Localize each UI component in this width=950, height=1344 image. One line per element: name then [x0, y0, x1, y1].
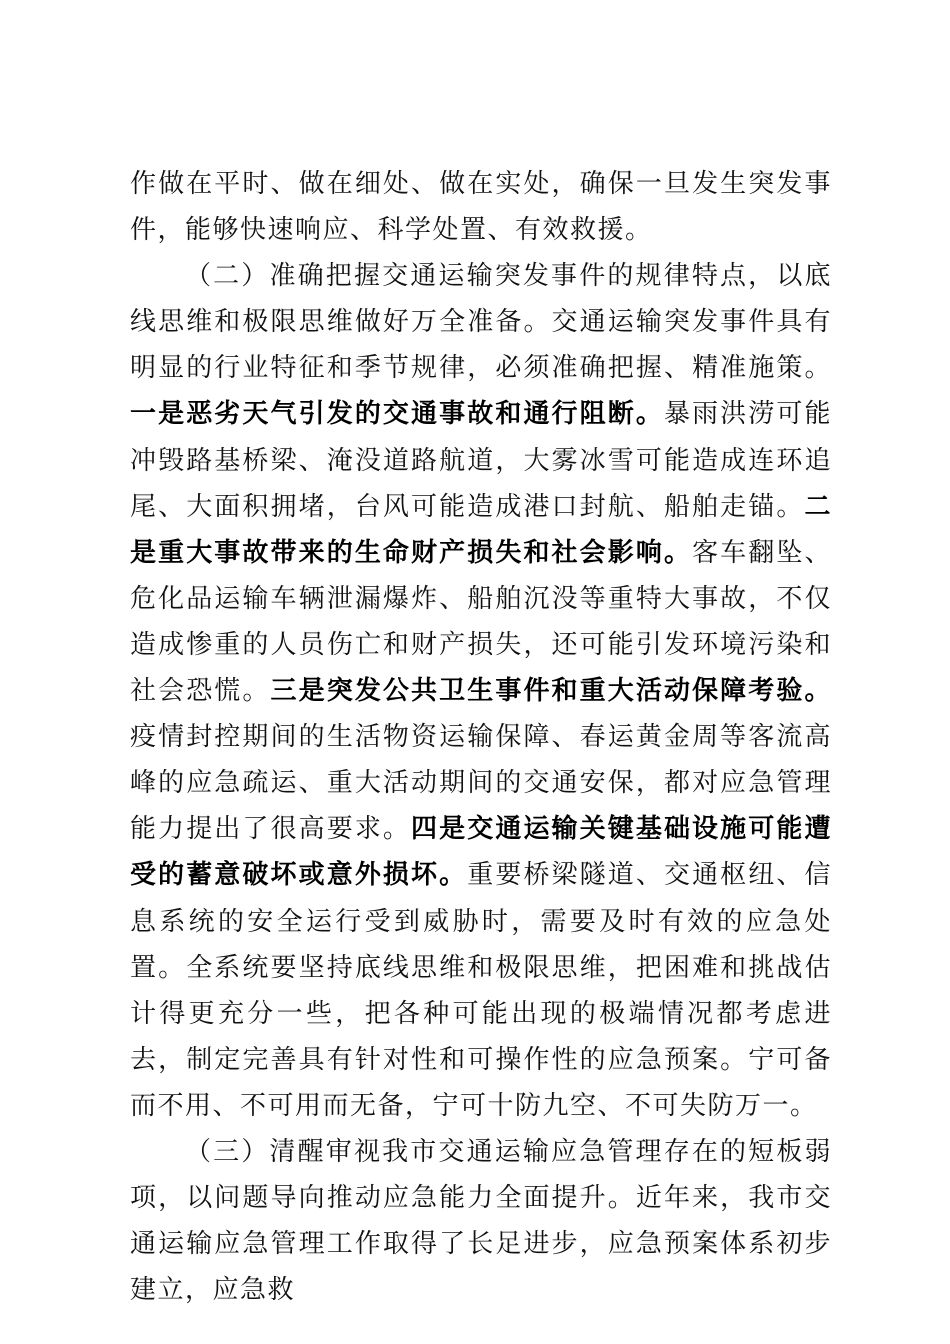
text-run: （二）准确把握交通运输突发事件的规律特点，以底线思维和极限思维做好万全准备。交通运输突发事件具有明显的行业特征和季节规律，必须准确把握、精准施策。 [130, 261, 832, 384]
text-run: 客车翻坠、危化品运输车辆泄漏爆炸、船舶沉没等重特大事故，不仅造成惨重的人员伤亡和财产损失，还可能引发环境污染和社会恐慌。 [130, 537, 832, 707]
bold-point-three: 三是突发公共卫生事件和重大活动保障考验。 [270, 676, 832, 707]
bold-point-two: 二是重大事故带来的生命财产损失和社会影响。 [130, 491, 832, 568]
document-body [130, 161, 832, 1313]
bold-point-four: 四是交通运输关键基础设施可能遭受的蓄意破坏或意外损坏。 [130, 814, 832, 891]
text-run: 暴雨洪涝可能冲毁路基桥梁、淹没道路航道，大雾冰雪可能造成连环追尾、大面积拥堵，台风可能造成港口封航、船舶走锚。 [130, 399, 832, 522]
text-run: 作做在平时、做在细处、做在实处，确保一旦发生突发事件，能够快速响应、科学处置、有效救援。 [130, 169, 832, 246]
paragraph-section-three [130, 1129, 832, 1313]
bold-point-one: 一是恶劣天气引发的交通事故和通行阻断。 [130, 399, 664, 430]
paragraph-continuation [130, 161, 832, 253]
text-run: （三）清醒审视我市交通运输应急管理存在的短板弱项，以问题导向推动应急能力全面提升。近年来，我市交通运输应急管理工作取得了长足进步，应急预案体系初步建立，应急救 [130, 1136, 832, 1306]
text-run: 重要桥梁隧道、交通枢纽、信息系统的安全运行受到威胁时，需要及时有效的应急处置。全系统要坚持底线思维和极限思维，把困难和挑战估计得更充分一些，把各种可能出现的极端情况都考虑进去，制定完善具有针对性和可操作性的应急预案。宁可备而不用、不可用而无备，宁可十防九空、不可失防万一。 [130, 860, 832, 1121]
paragraph-section-two [130, 253, 832, 1129]
text-run: 疫情封控期间的生活物资运输保障、春运黄金周等客流高峰的应急疏运、重大活动期间的交通安保，都对应急管理能力提出了很高要求。 [130, 722, 832, 845]
